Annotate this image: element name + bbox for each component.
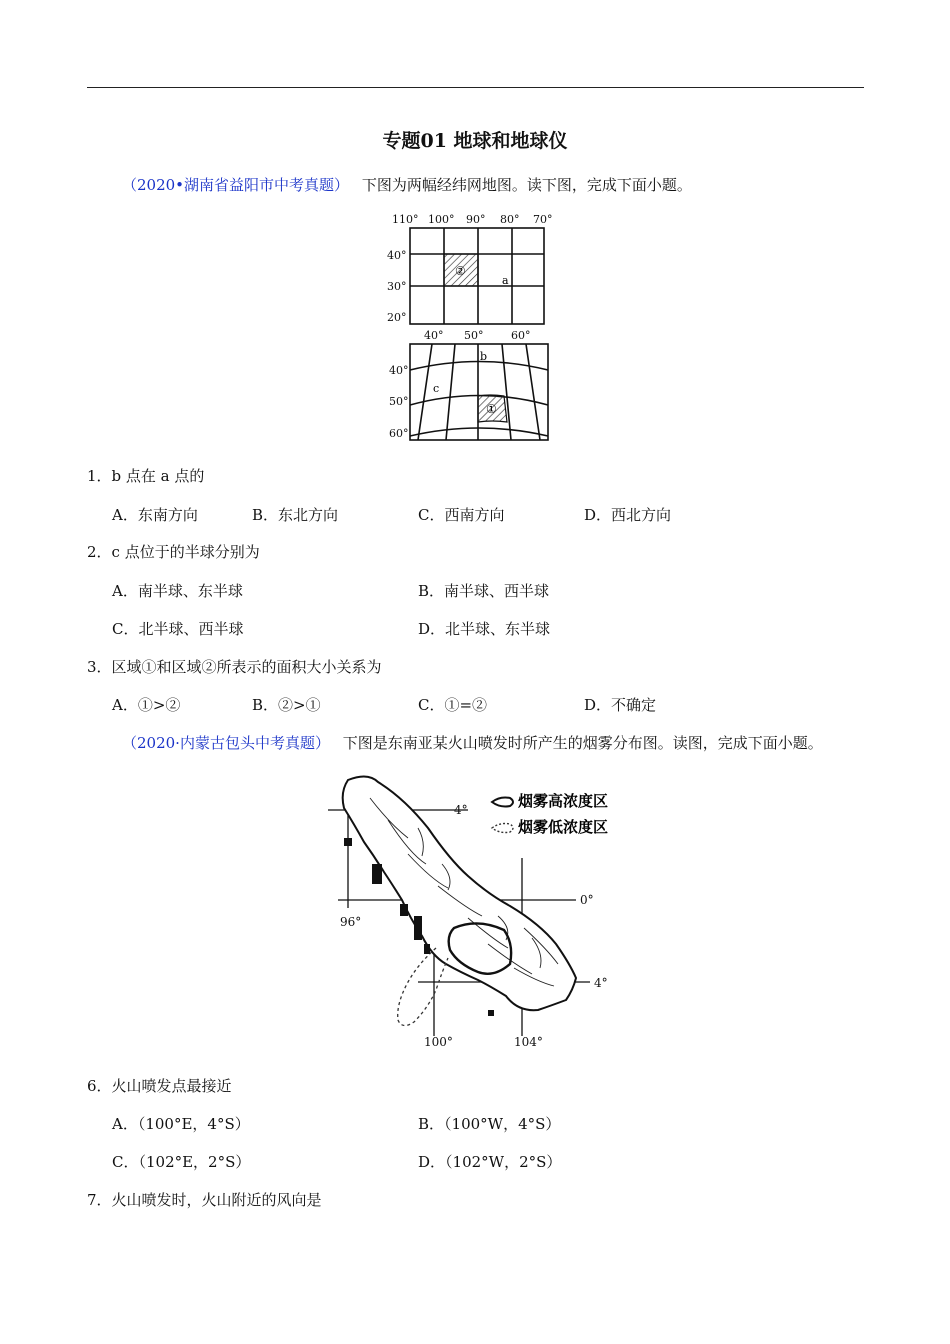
lat-label-0: 0° bbox=[580, 893, 594, 907]
option-2b[interactable]: B．南半球、西半球 bbox=[418, 582, 550, 600]
source-tag-2: （2020·内蒙古包头中考真题） bbox=[122, 734, 330, 752]
point-b-label: b bbox=[480, 350, 488, 363]
question-text: 火山喷发时，火山附近的风向是 bbox=[111, 1191, 322, 1209]
bottom-lon-label: 60° bbox=[511, 329, 531, 342]
intro-2-text: 下图是东南亚某火山喷发时所产生的烟雾分布图。读图，完成下面小题。 bbox=[342, 734, 823, 752]
option-3d[interactable]: D．不确定 bbox=[584, 696, 657, 714]
question-number: 3． bbox=[87, 658, 112, 676]
option-1b[interactable]: B．东北方向 bbox=[252, 506, 339, 524]
top-lon-label: 80° bbox=[500, 213, 520, 226]
bottom-lon-label: 50° bbox=[464, 329, 484, 342]
option-6d[interactable]: D．（102°W，2°S） bbox=[418, 1153, 562, 1171]
lon-label-96: 96° bbox=[340, 915, 362, 929]
bottom-grid bbox=[410, 344, 548, 440]
legend bbox=[492, 792, 608, 836]
option-2c[interactable]: C．北半球、西半球 bbox=[112, 620, 244, 638]
question-1 bbox=[87, 465, 204, 486]
option-1a[interactable]: A．东南方向 bbox=[112, 506, 198, 524]
question-6 bbox=[87, 1075, 232, 1096]
option-2a[interactable]: A．南半球、东半球 bbox=[112, 582, 243, 600]
top-lon-label: 110° bbox=[392, 213, 419, 226]
top-lon-label: 70° bbox=[533, 213, 553, 226]
lon-label-104: 104° bbox=[514, 1035, 543, 1049]
figure-smoke-map bbox=[318, 768, 640, 1052]
bottom-lat-label: 40° bbox=[389, 364, 409, 377]
header-rule bbox=[87, 87, 864, 88]
intro-1-text: 下图为两幅经纬网地图。读下图，完成下面小题。 bbox=[361, 176, 692, 194]
point-a-label: a bbox=[502, 274, 509, 287]
top-lat-label: 20° bbox=[387, 311, 407, 324]
question-text: 区域①和区域②所表示的面积大小关系为 bbox=[111, 658, 382, 676]
point-c-label: c bbox=[433, 382, 440, 395]
lat-label-4n: 4° bbox=[454, 803, 468, 817]
question-2 bbox=[87, 541, 260, 562]
question-number: 7． bbox=[87, 1191, 112, 1209]
option-1d[interactable]: D．西北方向 bbox=[584, 506, 672, 524]
option-3c[interactable]: C．①=② bbox=[418, 696, 488, 714]
top-lat-label: 40° bbox=[387, 249, 407, 262]
region-2-label: ② bbox=[455, 264, 466, 278]
smoke-low-legend-icon bbox=[492, 824, 513, 833]
option-1c[interactable]: C．西南方向 bbox=[418, 506, 505, 524]
bottom-lon-label: 40° bbox=[424, 329, 444, 342]
question-number: 2． bbox=[87, 543, 112, 561]
source-tag-1: （2020•湖南省益阳市中考真题） bbox=[122, 176, 350, 194]
option-6b[interactable]: B．（100°W，4°S） bbox=[418, 1115, 561, 1133]
bottom-lat-label: 50° bbox=[389, 395, 409, 408]
intro-2 bbox=[122, 732, 823, 753]
option-3a[interactable]: A．①>② bbox=[112, 696, 181, 714]
question-number: 1． bbox=[87, 467, 112, 485]
intro-1 bbox=[122, 174, 692, 195]
question-text: b 点在 a 点的 bbox=[111, 467, 205, 485]
legend-low-label: 烟雾低浓度区 bbox=[518, 818, 609, 836]
option-3b[interactable]: B．②>① bbox=[252, 696, 321, 714]
question-3 bbox=[87, 656, 382, 677]
question-text: 火山喷发点最接近 bbox=[111, 1077, 232, 1095]
top-lon-label: 100° bbox=[428, 213, 455, 226]
lat-label-4s: 4° bbox=[594, 976, 608, 990]
top-lon-label: 90° bbox=[466, 213, 486, 226]
option-6a[interactable]: A．（100°E，4°S） bbox=[112, 1115, 250, 1133]
legend-high-label: 烟雾高浓度区 bbox=[518, 792, 609, 810]
question-7 bbox=[87, 1189, 322, 1210]
question-number: 6． bbox=[87, 1077, 112, 1095]
lon-label-100: 100° bbox=[424, 1035, 453, 1049]
option-6c[interactable]: C．（102°E，2°S） bbox=[112, 1153, 251, 1171]
top-lat-label: 30° bbox=[387, 280, 407, 293]
bottom-lat-label: 60° bbox=[389, 427, 409, 440]
option-2d[interactable]: D．北半球、东半球 bbox=[418, 620, 551, 638]
region-1-label: ① bbox=[486, 402, 497, 416]
smoke-high-legend-icon bbox=[492, 798, 513, 807]
figure-graticule-maps bbox=[380, 208, 580, 444]
question-text: c 点位于的半球分别为 bbox=[111, 543, 260, 561]
page-title: 专题01 地球和地球仪 bbox=[382, 130, 568, 152]
